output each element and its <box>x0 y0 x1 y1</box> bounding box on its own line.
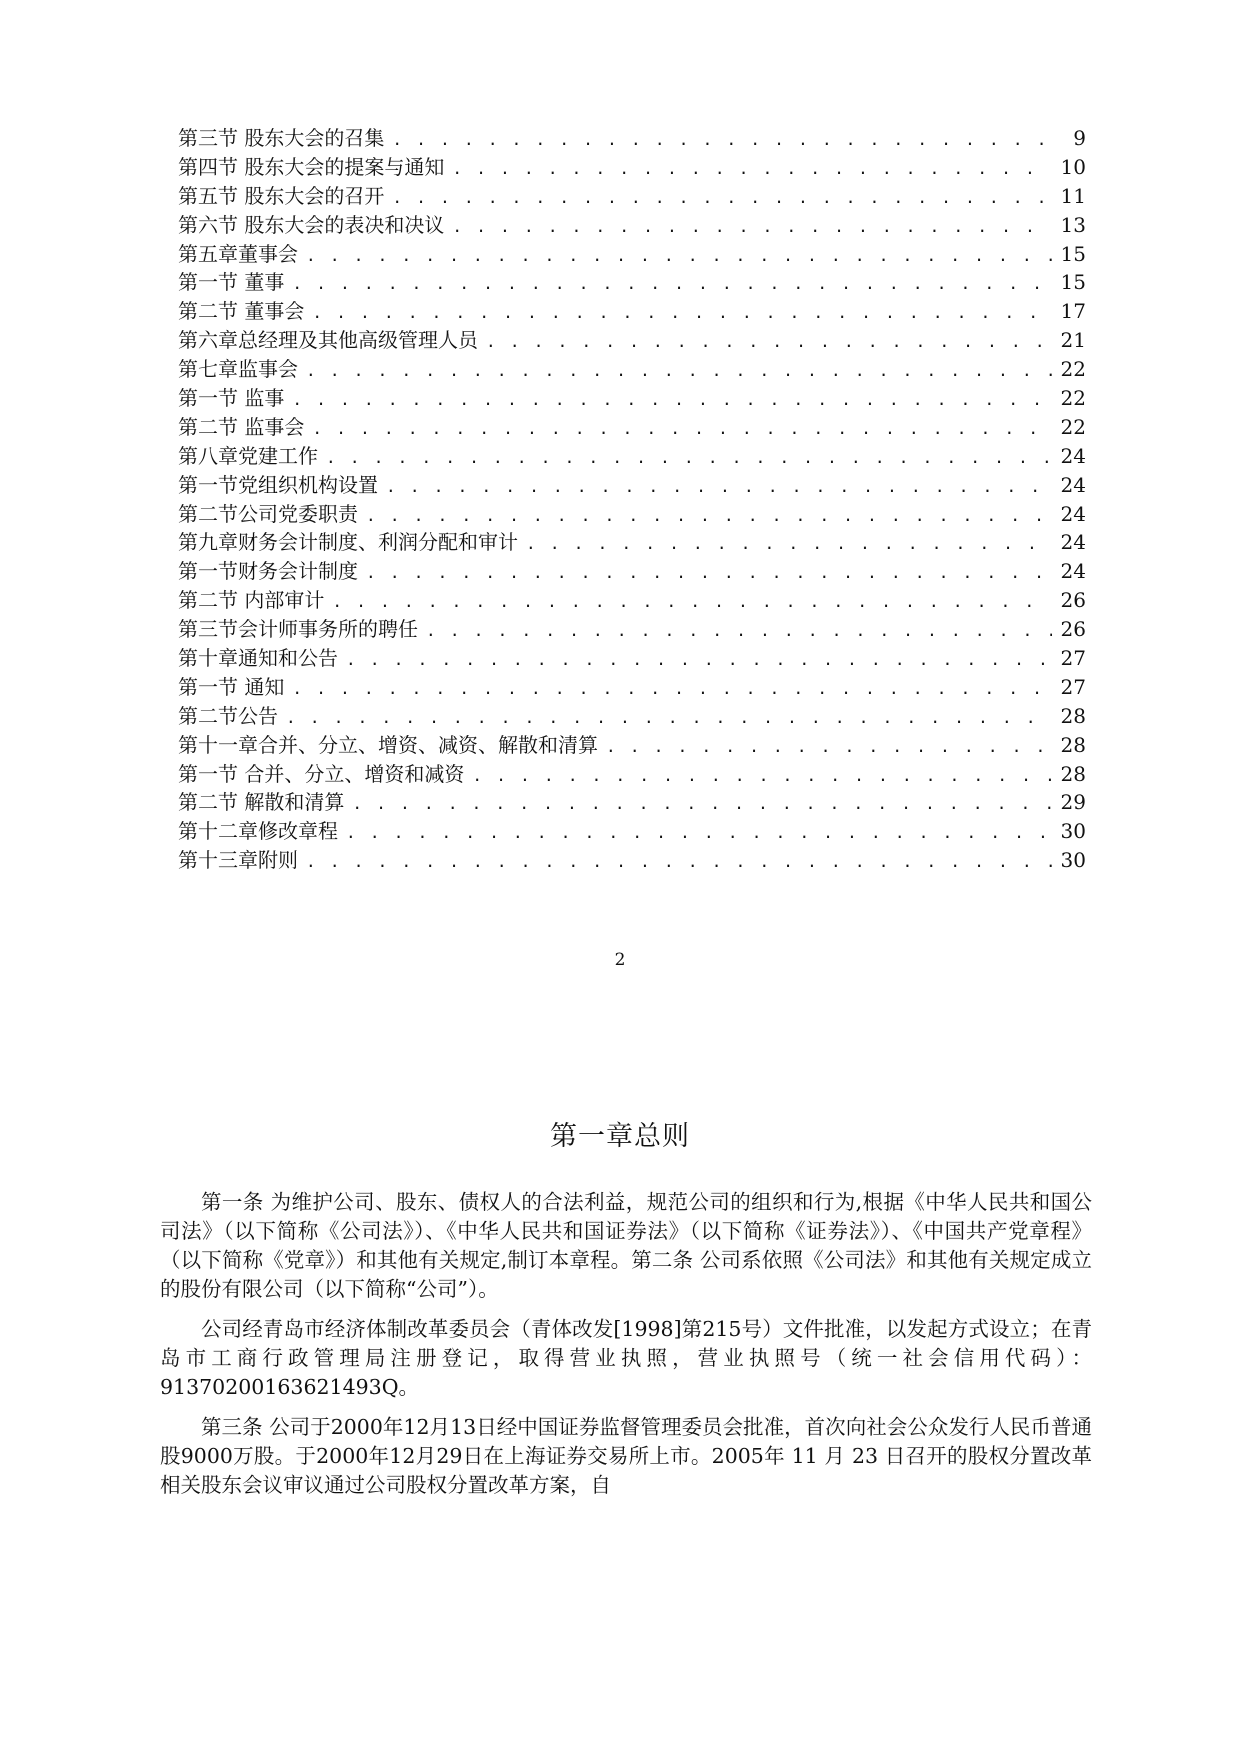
toc-leader-dots <box>292 675 1052 704</box>
toc-entry[interactable] <box>178 124 1086 153</box>
toc-entry[interactable] <box>178 182 1086 211</box>
toc-entry-page: 13 <box>1060 212 1086 237</box>
toc-entry-page: 9 <box>1073 126 1086 150</box>
toc-entry-title: 第五章董事会 <box>178 241 298 266</box>
toc-entry-page: 21 <box>1060 328 1086 353</box>
toc-entry-title: 第三节 股东大会的召集 <box>178 126 385 150</box>
toc-entry-title: 第九章财务会计制度、利润分配和审计 <box>178 530 518 555</box>
toc-entry[interactable] <box>178 384 1086 413</box>
toc-entry-title: 第十二章修改章程 <box>178 819 338 844</box>
toc-entry-title: 第六章总经理及其他高级管理人员 <box>178 328 478 353</box>
article-paragraph: 第三条 公司于2000年12月13日经中国证券监督管理委员会批准，首次向社会公众发行人民币普通股9000万股。于2000年12月29日在上海证券交易所上市。2005年 11 月 23 日召开的股权分置改革相关股东会议审议通过公司股权分置改革方案，自 <box>160 1415 1092 1497</box>
toc-entry-page: 15 <box>1060 241 1086 266</box>
toc-entry-page: 26 <box>1060 617 1086 642</box>
toc-leader-dots <box>452 213 1052 242</box>
toc-leader-dots <box>292 386 1052 415</box>
toc-leader-dots <box>472 762 1052 791</box>
toc-leader-dots <box>346 646 1052 675</box>
article-paragraph: 公司经青岛市经济体制改革委员会（青体改发[1998]第215号）文件批准，以发起方式设立；在青岛市工商行政管理局注册登记，取得营业执照，营业执照号（统一社会信用代码）：91370200163621493Q。 <box>160 1317 1092 1399</box>
toc-leader-dots <box>332 588 1052 617</box>
toc-leader-dots <box>346 819 1052 848</box>
toc-entry-title: 第六节 股东大会的表决和决议 <box>178 212 445 237</box>
toc-entry-page: 22 <box>1060 386 1086 411</box>
toc-entry-title: 第四节 股东大会的提案与通知 <box>178 154 445 179</box>
toc-entry[interactable] <box>178 471 1086 500</box>
toc-leader-dots <box>312 415 1052 444</box>
toc-entry-title: 第十章通知和公告 <box>178 646 338 671</box>
toc-leader-dots <box>392 184 1052 213</box>
toc-entry-page: 22 <box>1060 357 1086 382</box>
toc-entry[interactable] <box>178 557 1086 586</box>
toc-entry[interactable] <box>178 240 1086 269</box>
toc-entry-page: 24 <box>1060 559 1086 584</box>
toc-entry-page: 24 <box>1060 472 1086 497</box>
toc-entry[interactable] <box>178 326 1086 355</box>
toc-entry-title: 第十一章合并、分立、增资、减资、解散和清算 <box>178 732 598 757</box>
toc-entry-title: 第十三章附则 <box>178 848 298 873</box>
toc-entry-page: 29 <box>1060 790 1086 815</box>
toc-leader-dots <box>306 848 1052 877</box>
toc-leader-dots <box>452 155 1052 184</box>
toc-entry[interactable] <box>178 297 1086 326</box>
toc-entry-title: 第二节 董事会 <box>178 299 305 324</box>
toc-entry-title: 第五节 股东大会的召开 <box>178 183 385 208</box>
toc-entry-title: 第一节财务会计制度 <box>178 559 358 584</box>
toc-leader-dots <box>326 444 1052 473</box>
toc-entry[interactable] <box>178 760 1086 789</box>
toc-entry-page: 24 <box>1060 501 1086 526</box>
toc-entry-title: 第一节 董事 <box>178 270 285 295</box>
toc-entry-page: 28 <box>1060 703 1086 728</box>
toc-entry[interactable] <box>178 500 1086 529</box>
toc-leader-dots <box>386 473 1052 502</box>
toc-entry-page: 24 <box>1060 443 1086 468</box>
toc-leader-dots <box>426 617 1052 646</box>
toc-entry-title: 第二节公告 <box>178 703 278 728</box>
toc-entry-page: 17 <box>1060 299 1086 324</box>
toc-entry[interactable] <box>178 413 1086 442</box>
toc-entry-title: 第二节公司党委职责 <box>178 501 358 526</box>
toc-leader-dots <box>392 126 1052 155</box>
page-number: 2 <box>614 950 626 970</box>
toc-entry-title: 第一节党组织机构设置 <box>178 472 378 497</box>
chapter-body <box>160 1188 1092 1511</box>
toc-entry-page: 11 <box>1060 183 1086 208</box>
toc-entry[interactable] <box>178 586 1086 615</box>
toc-entry-page: 28 <box>1060 761 1086 786</box>
toc-entry-title: 第八章党建工作 <box>178 443 318 468</box>
toc-entry[interactable] <box>178 268 1086 297</box>
toc-entry-title: 第二节 监事会 <box>178 414 305 439</box>
toc-entry-title: 第二节 内部审计 <box>178 588 325 613</box>
toc-entry-page: 27 <box>1060 674 1086 699</box>
toc-entry-page: 28 <box>1060 732 1086 757</box>
toc-entry[interactable] <box>178 644 1086 673</box>
toc-entry-page: 26 <box>1060 588 1086 613</box>
toc-entry[interactable] <box>178 615 1086 644</box>
toc-entry[interactable] <box>178 846 1086 875</box>
chapter-title: 第一章总则 <box>550 1121 690 1152</box>
toc-entry-page: 15 <box>1060 270 1086 295</box>
toc-entry[interactable] <box>178 211 1086 240</box>
toc-entry-title: 第一节 监事 <box>178 386 285 411</box>
table-of-contents <box>178 124 1086 875</box>
toc-entry[interactable] <box>178 153 1086 182</box>
toc-leader-dots <box>306 357 1052 386</box>
toc-leader-dots <box>306 242 1052 271</box>
toc-leader-dots <box>366 559 1052 588</box>
toc-leader-dots <box>606 733 1052 762</box>
toc-entry[interactable] <box>178 817 1086 846</box>
toc-leader-dots <box>312 299 1052 328</box>
toc-entry-page: 24 <box>1060 530 1086 555</box>
toc-leader-dots <box>366 502 1052 531</box>
toc-leader-dots <box>286 704 1052 733</box>
toc-entry-page: 30 <box>1060 819 1086 844</box>
toc-entry-title: 第二节 解散和清算 <box>178 790 345 815</box>
toc-entry-page: 30 <box>1060 848 1086 873</box>
toc-entry[interactable] <box>178 731 1086 760</box>
toc-entry-page: 27 <box>1060 646 1086 671</box>
toc-entry-title: 第一节 合并、分立、增资和减资 <box>178 761 465 786</box>
toc-entry-page: 22 <box>1060 414 1086 439</box>
toc-entry[interactable] <box>178 673 1086 702</box>
toc-entry[interactable] <box>178 442 1086 471</box>
toc-entry[interactable] <box>178 528 1086 557</box>
toc-entry[interactable] <box>178 788 1086 817</box>
toc-entry[interactable] <box>178 702 1086 731</box>
toc-leader-dots <box>352 790 1052 819</box>
article-paragraph: 第一条 为维护公司、股东、债权人的合法利益，规范公司的组织和行为,根据《中华人民共和国公司法》（以下简称《公司法》）、《中华人民共和国证券法》（以下简称《证券法》）、《中国共产党章程》（以下简称《党章》）和其他有关规定,制订本章程。第二条 公司系依照《公司法》和其他有关规定成立的股份有限公司（以下简称“公司”）。 <box>160 1190 1092 1301</box>
toc-entry[interactable] <box>178 355 1086 384</box>
toc-leader-dots <box>292 270 1052 299</box>
toc-entry-page: 10 <box>1060 154 1086 179</box>
toc-entry-title: 第三节会计师事务所的聘任 <box>178 617 418 642</box>
toc-entry-title: 第七章监事会 <box>178 357 298 382</box>
toc-leader-dots <box>486 328 1052 357</box>
toc-leader-dots <box>526 530 1052 559</box>
toc-entry-title: 第一节 通知 <box>178 674 285 699</box>
